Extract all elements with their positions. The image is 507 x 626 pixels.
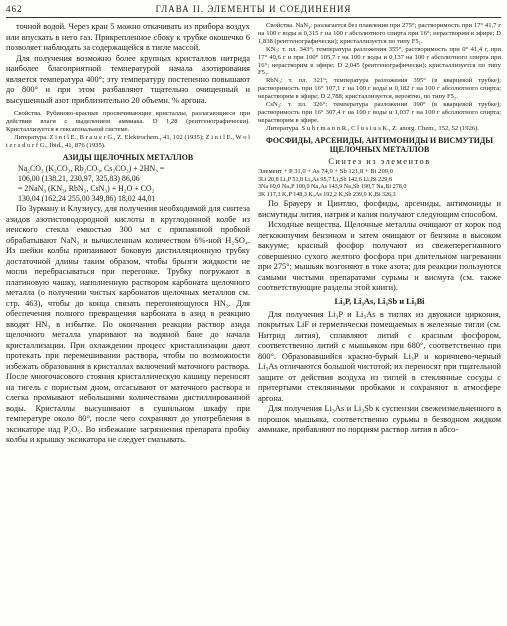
table-row: 3Na 69,0 Na₃P 100,0 Na₃As 143,9 Na₃Sb 190,7 Na₃Bi 278,0 (258, 184, 407, 191)
table-row: 3Li 20,8 Li₃P 51,8 Li₃As 95,7 Li₃Sb 142,6 Li₃Bi 229,8 (258, 176, 392, 183)
running-title: ГЛАВА II. ЭЛЕМЕНТЫ И СОЕДИНЕНИЯ (155, 4, 352, 14)
small-print-paragraph: Литература. Z i n t l E., B r a u e r G., Z. Elektrochem., 41, 102 (1935); Z i n t l E., W o l t e r s d o r f G., Ibid., 41, 876 (1935). (6, 133, 250, 149)
body-paragraph: точной водой. Через кран 5 можно откачивать из прибора воздух или впускать в него газ. Прикрепленное сбоку к трубке окошечко 6 позволяет наблюдать за содержащейся в тигле массой. (6, 22, 250, 52)
section-heading: ФОСФИДЫ, АРСЕНИДЫ, АНТИМОНИДЫ И ВИСМУТИДЫ ЩЕЛОЧНЫХ МЕТАЛЛОВ (265, 135, 494, 155)
small-print-paragraph: Свойства. Рубиново-красные просвечивающие кристаллы, разлагающиеся при действии влаги с выделением аммиака. D 1,28 (рентгенографически). Кристаллизуется в гексагональной системе. (6, 110, 250, 133)
small-print-paragraph: Литература. S u h r m a n n R., C l u s i u s K., Z. anorg. Chem., 152, 52 (1926). (266, 124, 480, 132)
table-row: 3K 117,3 K₃P 148,3 K₃As 192,2 K₃Sb 239,0 K₃Bi 326,3 (258, 191, 396, 198)
page-header (6, 4, 501, 16)
body-paragraph: Для получения Li₃P и Li₃As в тиглях из двуокиси циркония, покрытых LiF и герметически помещаемых в железные тигли (см. Нитрид лития), сплавляют литий с красным фосфором, соответственно литий с мышьяком при 680°, соответственно при 800°. Образовавшийся красно-бурый Li₃P и коричнево-черный Li₃As отличаются большой чистотой; их переносят при тщательной защите от действия воздуха из тиглей в стеклянные сосуды с притертыми стеклянными пробками и сохраняют в атмосфере аргона. (258, 309, 501, 403)
small-print-paragraph: KN₃: т. пл. 343°; температура разложения 355°, растворимость при 0° 41,4 г, при 17° 49,6 г и при 100° 105,7 г на 100 г воды и 0,137 на 100 г абсолютного спирта при 16°; нерастворим в эфире; D 2,045 (рентгенографически); кристаллизуется по типу F5₂. (258, 45, 501, 77)
body-paragraph: Для получения Li₃As и Li₃Sb к суспензии свежеизмельченного в порошок мышьяка, соответственно сурьмы в безводном жидком аммиаке, прибавляют по порциям раствор лития в абсо- (258, 404, 501, 435)
right-column (258, 22, 501, 622)
header-rule (6, 17, 501, 18)
body-paragraph: По Зурману и Клузиусу, для получения необходимой для синтеза азидов азотистоводородной кислоты в круглодонной колбе из иенского стекла емкостью 300 мл с припаянной пробкой обрабатывают NaN₃ и вычисленным количеством 6%-ной H₂SO₄. Из шейки колбы припаивают боковую дистилляционную трубку достаточной длины таким образом, чтобы брызги жидкости не могли перебрасываться при перегонке. Трубку погружают в платиновую чашку, наполненную раствором карбоната щелочного металла (о получении чистых карбонатов щелочных металлов см. стр. 463), чтобы до конца связать перегоняющуюся HN₃. Для обеспечения полного превращения карбоната в азид в реакцию вводят HN₃ в избытке. По окончании реакции раствор азида щелочного металла упаривают на водяной бане до начала кристаллизации. При охлаждении процесс кристаллизации дают протекать при перемешивании раствора, чтобы по возможности избежать образования в кристаллах включений маточного раствора. После многочасового стояния кристаллическую кашицу переносят на тигель с пористым дном, отсасывают от маточного раствора и слегка промывают небольшими количествами дистиллированной воды. Кристаллы высушивают в сушильном шкафу при температуре около 80°, после чего сохраняют до употребления в эксикаторе над P₂O₅. Во избежание загрязнения препарата пробку колбы и крышку эксикатора не следует смазывать. (6, 204, 250, 445)
body-paragraph: Исходные вещества. Щелочные металлы очищают от корок под легкокипучим бензином и затем очищают от бензина в высоком вакууме; красный фосфор получают из свежеперегнанного совершенно сухого желтого фосфора при длительном нагревании при 275°; мышьяк возгоняют в токе азота; для реакции пользуются самыми чистыми препаратами сурьмы и висмута (см. также соответствующие разделы этой книги). (258, 220, 501, 293)
small-print-paragraph: Свойства. NaN₃: разлагается без плавления при 275°; растворимость при 17° 41,7 г на 100 г воды и 0,315 г на 100 г абсолютного спирта при 16°; нерастворим в эфире; D 1,838 (рентгенографически); кристаллизуется по типу F5₁. (258, 22, 501, 45)
equation-line: = 2NaN₃ (KN₃, RbN₃, CsN₃) + H₂O + CO₂ (18, 184, 155, 194)
small-print-paragraph: RbN₃: т. пл. 321°; температура разложения 395° (в кварцевой трубке); растворимость при 16° 107,1 г на 100 г воды и 0,182 г на 100 г абсолютного спирта; нерастворим в эфире; D 2,788; кристаллизуется, вероятно, по типу F5₂. (258, 77, 501, 101)
page-number: 462 (6, 4, 23, 14)
small-print-paragraph: CsN₃: т. пл. 326°; температура разложения 390° (в кварцевой трубке); растворимость при 16° 307,4 г на 100 г воды и 1,037 г на 100 г абсолютного спирта; нерастворим в эфире. (258, 101, 501, 124)
section-heading: АЗИДЫ ЩЕЛОЧНЫХ МЕТАЛЛОВ (62, 152, 194, 162)
equation-line: 106,00 (138,21, 230,97, 325,83) 86,06 (18, 174, 140, 184)
equation-line: Na₂CO₃ (K₂CO₃, Rb₂CO₃, Cs₂CO₃) + 2HN₃ = (18, 164, 165, 174)
body-paragraph: Для получения возможно более крупных кристаллов нитрида наиболее благоприятной температурой начала азотирования является температура 400°; эту температуру постепенно повышают до 800° и при этом разбавляют тщательно очищенный и высушенный азот приблизительно 20 объемн. % аргона. (6, 53, 250, 105)
table-header-row: Элемент + P 31,0 + As 74,9 + Sb 121,8 + Bi 209,0 (258, 168, 393, 176)
subsection-heading: Синтез из элементов (328, 156, 431, 166)
equation-line: 130,04 (162,24 255,00 349,86) 18,02 44,01 (18, 194, 156, 204)
left-column (6, 22, 250, 622)
body-paragraph: По Брауеру и Цинтлю, фосфиды, арсениды, антимониды и висмутиды лития, натрия и калия получают следующим способом. (258, 199, 501, 219)
formula-heading: Li₃P, Li₃As, Li₃Sb и Li₃Bi (334, 296, 425, 306)
